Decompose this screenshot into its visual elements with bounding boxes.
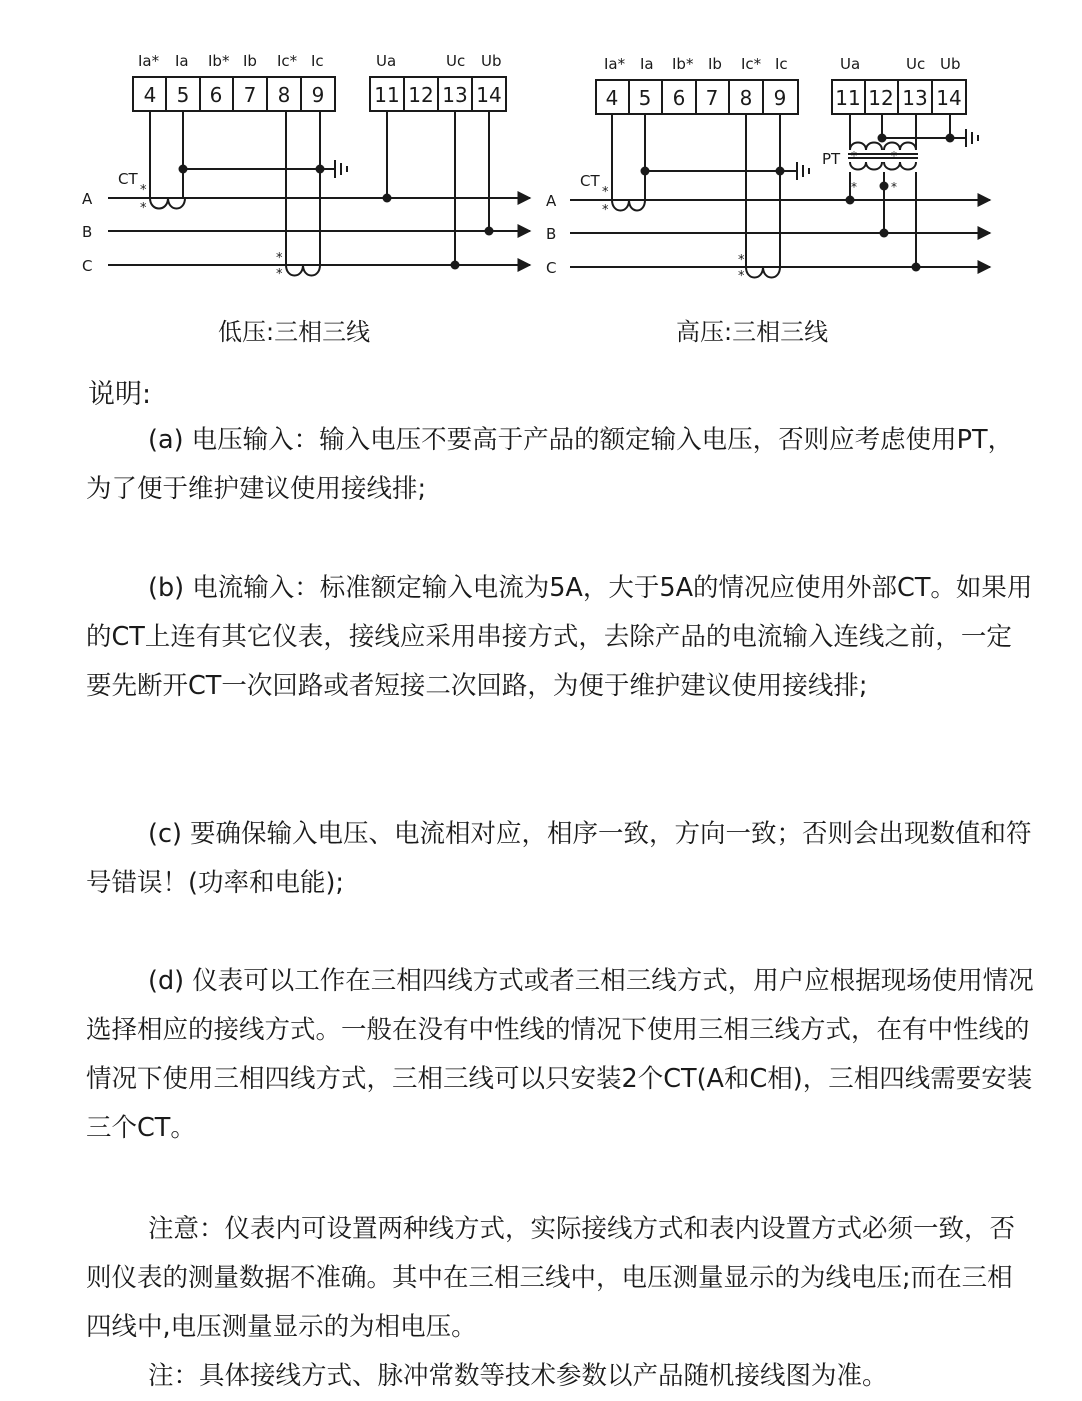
- svg-text:*: *: [738, 253, 745, 268]
- terminal-5: 5: [176, 83, 190, 107]
- svg-text:*: *: [602, 185, 609, 200]
- phase-label-b: B: [82, 223, 93, 241]
- label-ib: Ib: [708, 55, 722, 73]
- label-ua: Ua: [840, 55, 861, 73]
- terminal-9: 9: [773, 86, 787, 110]
- wiring-diagrams: [0, 0, 1082, 360]
- svg-text:*: *: [851, 149, 857, 163]
- terminal-14: 14: [476, 83, 502, 107]
- label-ia-star: Ia*: [604, 55, 626, 73]
- terminal-11: 11: [835, 86, 861, 110]
- phase-label-c: C: [546, 259, 557, 277]
- svg-text:*: *: [851, 180, 857, 194]
- svg-text:*: *: [891, 149, 897, 163]
- label-ic-star: Ic*: [277, 52, 298, 70]
- label-ib-star: Ib*: [672, 55, 694, 73]
- caption-low-voltage: 低压:三相三线: [218, 318, 371, 346]
- terminal-4: 4: [605, 86, 619, 110]
- ct-label: CT: [580, 172, 600, 190]
- paragraph-a: (a) 电压输入：输入电压不要高于产品的额定输入电压，否则应考虑使用PT，为了便于维护建议使用接线排;: [86, 425, 1014, 504]
- terminal-12: 12: [408, 83, 434, 107]
- terminal-8: 8: [739, 86, 753, 110]
- terminal-14: 14: [936, 86, 962, 110]
- svg-text:*: *: [140, 183, 147, 198]
- caption-high-voltage: 高压:三相三线: [676, 318, 829, 346]
- terminal-11: 11: [374, 83, 400, 107]
- terminal-4: 4: [143, 83, 157, 107]
- svg-text:*: *: [276, 251, 283, 266]
- ct-label: CT: [118, 170, 138, 188]
- ct-coil-a: [612, 200, 645, 211]
- svg-text:*: *: [738, 269, 745, 284]
- svg-text:*: *: [891, 180, 897, 194]
- high-voltage-diagram: [546, 55, 990, 284]
- label-ic: Ic: [775, 55, 788, 73]
- phase-label-b: B: [546, 225, 557, 243]
- paragraph-d: (d) 仪表可以工作在三相四线方式或者三相三线方式，用户应根据现场使用情况选择相应的接线方式。一般在没有中性线的情况下使用三相三线方式，在有中性线的情况下使用三相四线方式，三相三线可以只安装2个CT(A和C相)，三相四线需要安装三个CT。: [86, 966, 1034, 1143]
- svg-text:*: *: [602, 203, 609, 218]
- terminal-13: 13: [442, 83, 468, 107]
- phase-label-c: C: [82, 257, 93, 275]
- ct-coil-c: [746, 267, 780, 278]
- terminal-13: 13: [902, 86, 928, 110]
- label-ic: Ic: [311, 52, 324, 70]
- terminal-9: 9: [311, 83, 325, 107]
- svg-text:*: *: [276, 267, 283, 282]
- label-uc: Uc: [446, 52, 466, 70]
- terminal-12: 12: [868, 86, 894, 110]
- phase-label-a: A: [82, 190, 93, 208]
- paragraph-footnote: 注：具体接线方式、脉冲常数等技术参数以产品随机接线图为准。: [148, 1361, 888, 1391]
- label-ia-star: Ia*: [138, 52, 160, 70]
- section-heading: 说明:: [88, 379, 152, 410]
- label-ia: Ia: [175, 52, 189, 70]
- ct-coil-a: [150, 198, 185, 209]
- phase-label-a: A: [546, 192, 557, 210]
- terminal-5: 5: [638, 86, 652, 110]
- label-ib: Ib: [243, 52, 257, 70]
- terminal-7: 7: [243, 83, 257, 107]
- paragraph-note: 注意：仪表内可设置两种线方式，实际接线方式和表内设置方式必须一致，否则仪表的测量数据不准确。其中在三相三线中，电压测量显示的为线电压;而在三相四线中,电压测量显示的为相电压。: [86, 1214, 1016, 1342]
- paragraph-c: (c) 要确保输入电压、电流相对应，相序一致，方向一致；否则会出现数值和符号错误！(功率和电能);: [86, 819, 1032, 898]
- label-ua: Ua: [376, 52, 397, 70]
- terminal-6: 6: [209, 83, 223, 107]
- label-ic-star: Ic*: [741, 55, 762, 73]
- terminal-6: 6: [672, 86, 686, 110]
- terminal-7: 7: [705, 86, 719, 110]
- label-ub: Ub: [940, 55, 961, 73]
- label-ia: Ia: [640, 55, 654, 73]
- label-uc: Uc: [906, 55, 926, 73]
- label-ub: Ub: [481, 52, 502, 70]
- svg-text:*: *: [140, 201, 147, 216]
- terminal-8: 8: [277, 83, 291, 107]
- ct-coil-c: [286, 265, 320, 276]
- pt-label: PT: [822, 150, 841, 168]
- paragraph-b: (b) 电流输入：标准额定输入电流为5A，大于5A的情况应使用外部CT。如果用的CT上连有其它仪表，接线应采用串接方式，去除产品的电流输入连线之前，一定要先断开CT一次回路或者短接二次回路，为便于维护建议使用接线排;: [86, 573, 1033, 701]
- label-ib-star: Ib*: [208, 52, 230, 70]
- low-voltage-diagram: [82, 52, 530, 282]
